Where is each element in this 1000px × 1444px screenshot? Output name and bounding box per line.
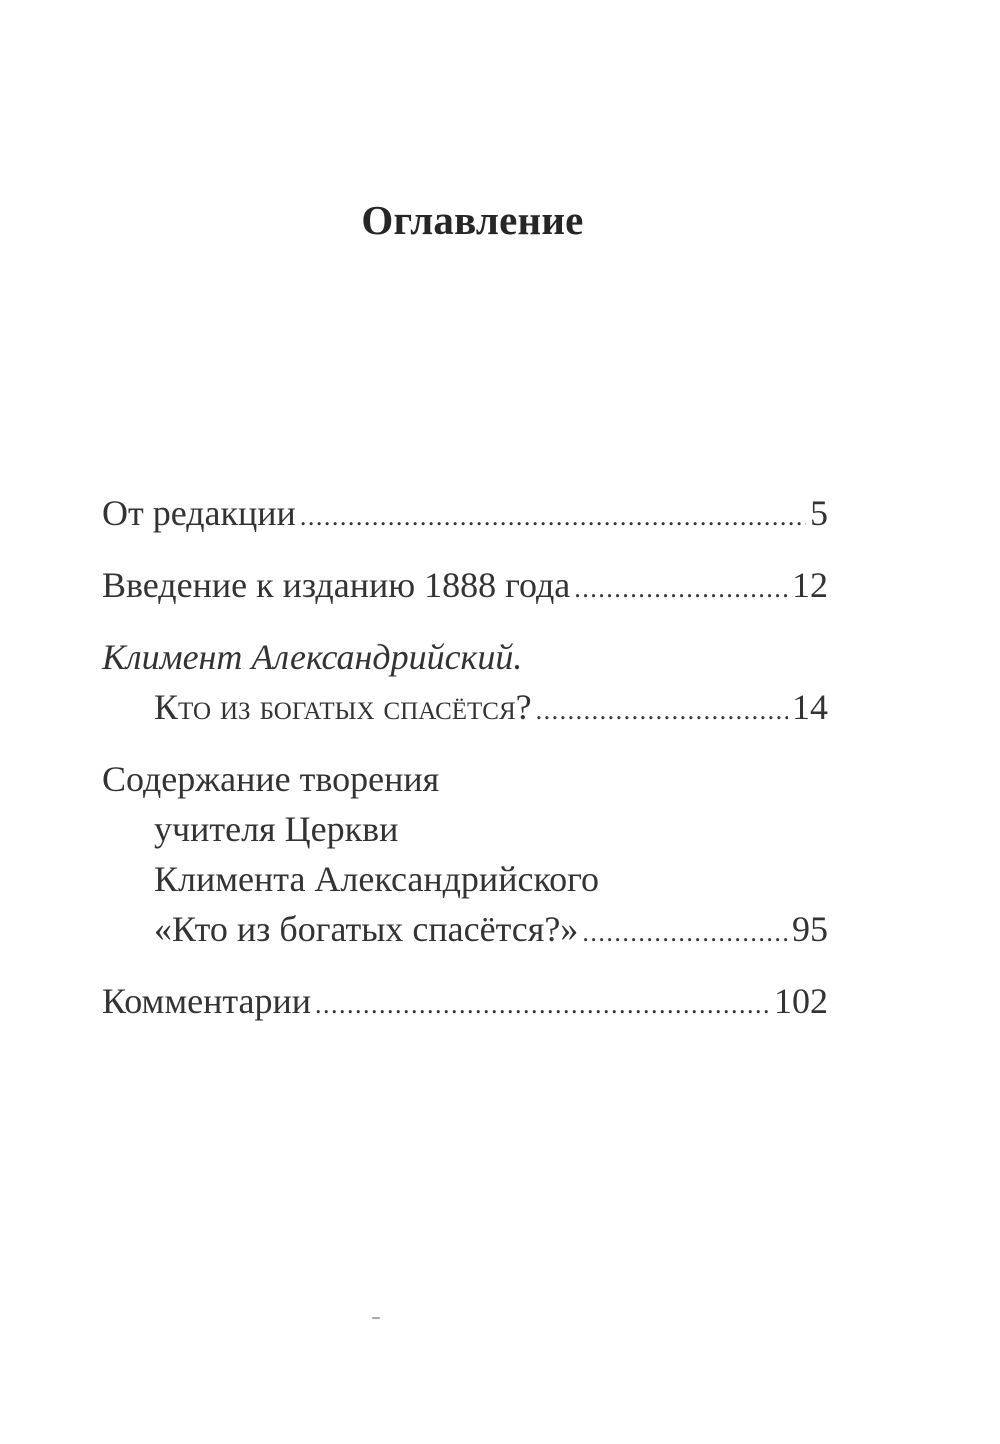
toc-entry-commentary <box>102 976 828 1026</box>
toc-entry-line: Содержание творения <box>102 759 440 799</box>
toc-entry-title: Кто из богатых спасётся? <box>154 687 532 727</box>
toc-entry-line: Климента Александрийского <box>154 859 599 899</box>
toc-entry-title: Введение к изданию 1888 года <box>102 565 571 605</box>
toc-page-number: 14 <box>792 687 828 727</box>
toc-entry-title: От редакции <box>102 493 296 533</box>
toc-entry-title: «Кто из богатых спасётся?» <box>154 909 579 949</box>
dot-leader <box>536 686 788 736</box>
toc-entry-line: учителя Церкви <box>154 809 399 849</box>
toc-entry-introduction <box>102 560 828 610</box>
table-of-contents <box>102 488 828 1026</box>
dot-leader <box>582 908 788 958</box>
page-title: Оглавление <box>361 197 584 243</box>
toc-page-number: 5 <box>810 493 828 533</box>
dot-leader <box>574 564 788 614</box>
toc-entry-author: Климент Александрийский. <box>102 637 523 677</box>
dot-leader <box>300 492 806 542</box>
toc-entry-contents-summary <box>102 754 828 954</box>
dot-leader <box>315 980 770 1030</box>
toc-page-number: 12 <box>792 565 828 605</box>
toc-entry-title: Комментарии <box>102 981 312 1021</box>
toc-page-number: 102 <box>774 981 828 1021</box>
toc-entry-clement-text <box>102 632 828 732</box>
print-speck <box>372 1317 380 1319</box>
toc-page-number: 95 <box>792 909 828 949</box>
toc-entry-from-editors <box>102 488 828 538</box>
